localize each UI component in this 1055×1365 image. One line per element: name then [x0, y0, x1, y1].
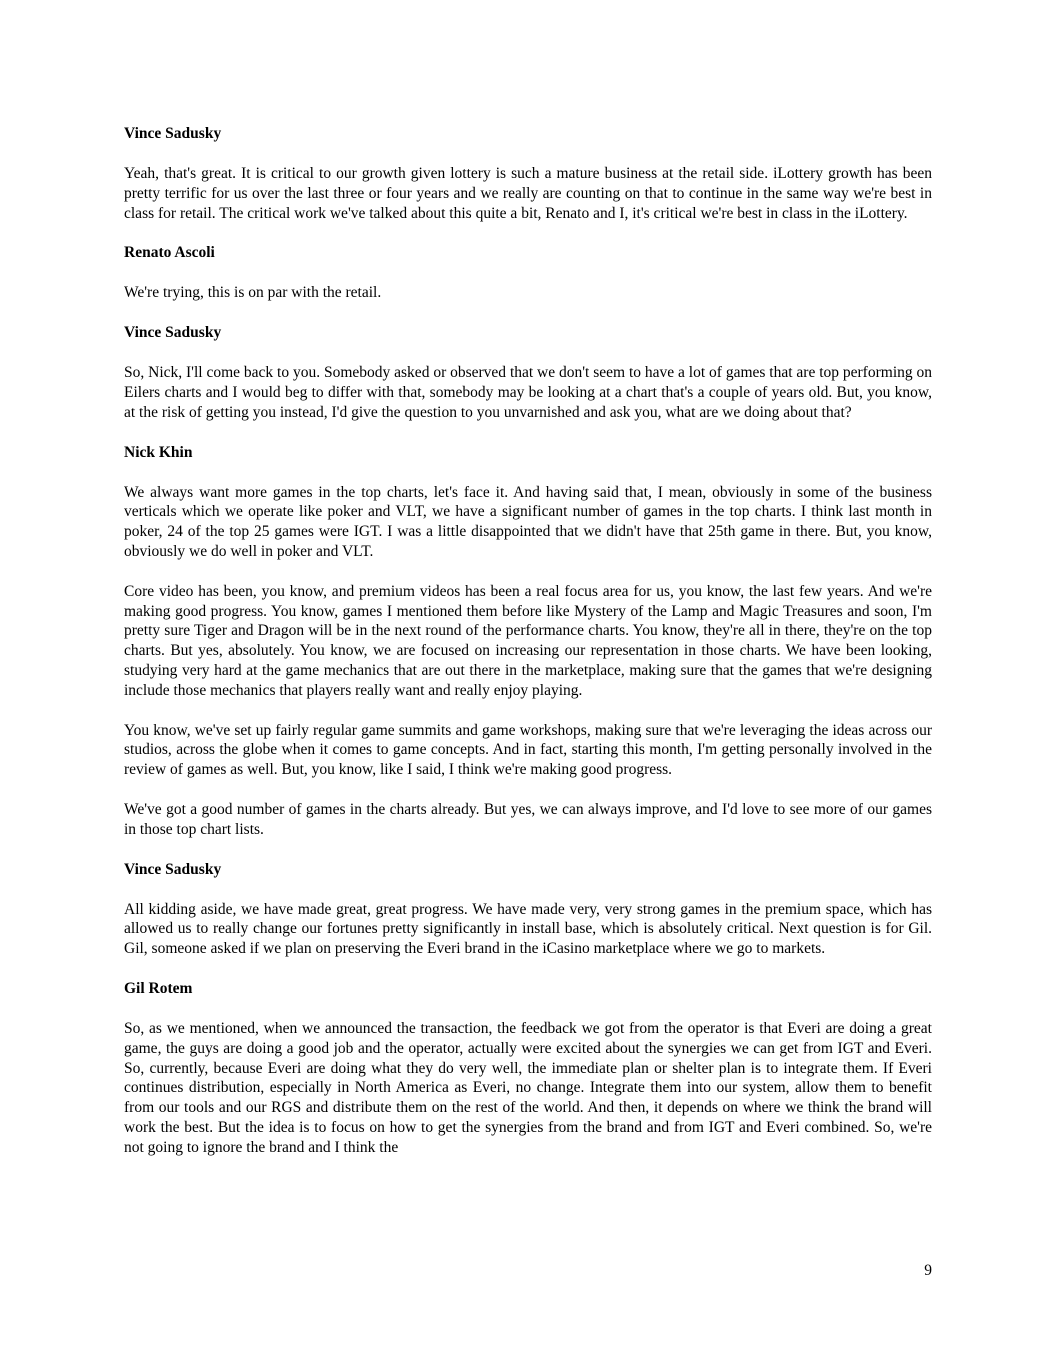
transcript-section — [124, 124, 932, 223]
speaker-name: Vince Sadusky — [124, 324, 222, 342]
paragraph: You know, we've set up fairly regular game summits and game workshops, making sure that we're leveraging the ideas across our studios, across the globe when it comes to game concepts. And in fact, starting this month, I'm getting personally involved in the review of games as well. But, you know, like I said, I think we're making good progress. — [124, 721, 932, 779]
speaker-name: Vince Sadusky — [124, 860, 222, 878]
transcript-section — [124, 860, 932, 959]
paragraph: Core video has been, you know, and premium videos has been a real focus area for us, you know, the last few years. And we're making good progress. You know, games I mentioned them before like Mystery of the Lamp and Magic Treasures and soon, I'm pretty sure Tiger and Dragon will be in the next round of the performance charts. You know, they're all in there, they're on the top charts. But yes, absolutely. You know, we are focused on increasing our representation in those charts. We have been looking, studying very hard at the game mechanics that are out there in the marketplace, making sure that the games that we're designing include those mechanics that players really want and really enjoy playing. — [124, 582, 932, 699]
paragraph: Yeah, that's great. It is critical to our growth given lottery is such a mature business at the retail side. iLottery growth has been pretty terrific for us over the last three or four years and we really are counting on that to continue in the same way we're best in class for retail. The critical work we've talked about this quite a bit, Renato and I, it's critical we're best in class in the iLottery. — [124, 165, 932, 222]
paragraph: We always want more games in the top charts, let's face it. And having said that, I mean, obviously in some of the business verticals which we operate like poker and VLT, we have a significant number of games in the top charts. I think last month in poker, 24 of the top 25 games were IGT. I was a little disappointed that we didn't have that 25th game in there. But, you know, obviously we do well in poker and VLT. — [124, 483, 932, 560]
speaker-name: Nick Khin — [124, 443, 193, 461]
paragraph: So, as we mentioned, when we announced the transaction, the feedback we got from the operator is that Everi are doing a great game, the guys are doing a good job and the operator, actually were excited about the synergies we can get from IGT and Everi. So, currently, because Everi are doing what they do very well, the immediate plan or shelter plan is to integrate them. If Everi continues distribution, especially in North America as Everi, no change. Integrate them into our system, allow them to benefit from our tools and our RGS and distribute them on the rest of the world. And then, it depends on where we think the brand will work the best. But the idea is to focus on how to get the synergies from the brand and from IGT and Everi combined. So, we're not going to ignore the brand and I think the — [124, 1019, 932, 1156]
speaker-name: Renato Ascoli — [124, 244, 215, 262]
paragraph: All kidding aside, we have made great, great progress. We have made very, very strong games in the premium space, which has allowed us to really change our fortunes pretty significantly in install base, which is absolutely critical. Next question is for Gil. Gil, someone asked if we plan on preserving the Everi brand in the iCasino marketplace where we go to markets. — [124, 900, 932, 958]
paragraph: We're trying, this is on par with the retail. — [124, 284, 382, 302]
speaker-name: Vince Sadusky — [124, 125, 222, 142]
transcript-section — [124, 979, 932, 1158]
transcript-body — [124, 124, 932, 1178]
paragraph: We've got a good number of games in the charts already. But yes, we can always improve, and I'd love to see more of our games in those top chart lists. — [124, 800, 932, 838]
transcript-section — [124, 323, 932, 422]
paragraph: So, Nick, I'll come back to you. Somebody asked or observed that we don't seem to have a lot of games that are top performing on Eilers charts and I would beg to differ with that, somebody may be looking at a chart that's a couple of years old. But, you know, at the risk of getting you instead, I'd give the question to you unvarnished and ask you, what are we doing about that? — [124, 364, 932, 421]
transcript-section — [124, 243, 932, 303]
transcript-section — [124, 443, 932, 840]
speaker-name: Gil Rotem — [124, 979, 193, 997]
page-number: 9 — [924, 1262, 932, 1279]
